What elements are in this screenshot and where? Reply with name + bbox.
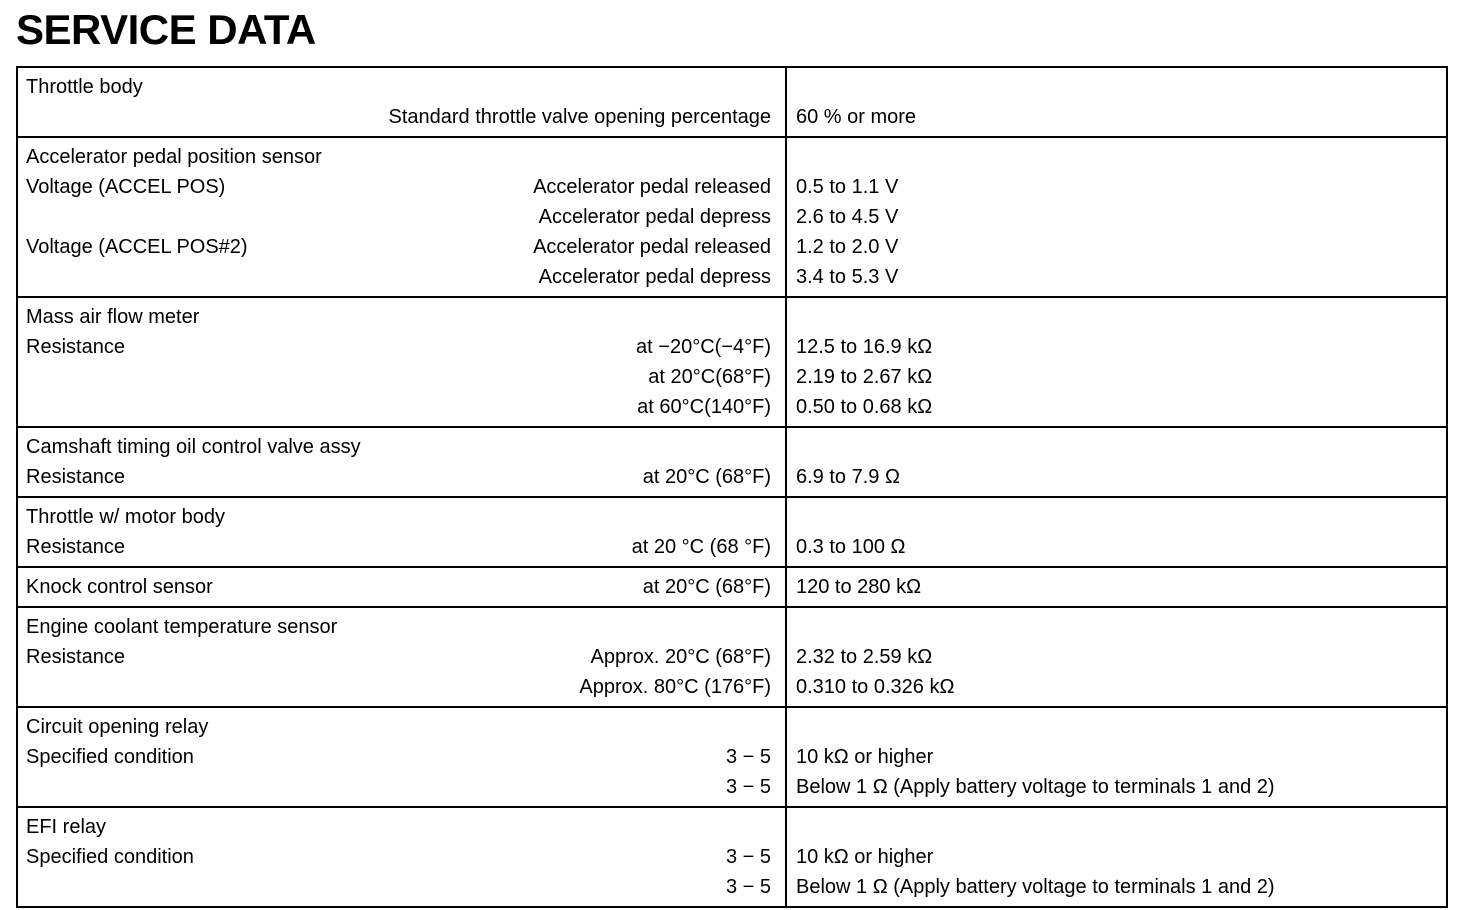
spec-condition: 3 − 5 xyxy=(725,876,771,898)
spec-condition: Accelerator pedal released xyxy=(533,176,771,198)
spec-section xyxy=(17,807,1447,907)
spec-condition: at −20°C(−4°F) xyxy=(636,336,771,358)
spec-value-cell xyxy=(786,297,1447,427)
spec-condition: Approx. 20°C (68°F) xyxy=(590,646,771,668)
spec-value xyxy=(787,501,1446,531)
service-data-table xyxy=(16,66,1448,908)
spec-label: Resistance xyxy=(26,536,125,558)
spec-item-cell xyxy=(17,607,786,707)
spec-section xyxy=(17,497,1447,567)
spec-section xyxy=(17,297,1447,427)
spec-value: 2.6 to 4.5 V xyxy=(796,206,899,228)
spec-value-cell xyxy=(786,427,1447,497)
spec-value: 2.19 to 2.67 kΩ xyxy=(796,366,933,388)
spec-row xyxy=(18,101,785,131)
spec-label: Voltage (ACCEL POS#2) xyxy=(26,236,248,258)
spec-value-cell xyxy=(786,497,1447,567)
spec-item-cell xyxy=(17,707,786,807)
spec-value-cell xyxy=(786,607,1447,707)
spec-row xyxy=(18,671,785,701)
spec-value: 0.50 to 0.68 kΩ xyxy=(796,396,933,418)
spec-item-cell xyxy=(17,567,786,607)
spec-label: Resistance xyxy=(26,336,125,358)
spec-row xyxy=(18,361,785,391)
spec-label: Voltage (ACCEL POS) xyxy=(26,176,226,198)
spec-value-cell xyxy=(786,807,1447,907)
spec-row xyxy=(18,871,785,901)
spec-row xyxy=(18,531,785,561)
service-data-body xyxy=(17,67,1447,907)
spec-label: Throttle w/ motor body xyxy=(26,506,225,528)
spec-section xyxy=(17,707,1447,807)
spec-row xyxy=(18,331,785,361)
spec-value xyxy=(787,71,1446,101)
spec-row xyxy=(18,71,785,101)
spec-value: 60 % or more xyxy=(796,106,917,128)
spec-value: 0.5 to 1.1 V xyxy=(796,176,899,198)
spec-condition: 3 − 5 xyxy=(725,746,771,768)
spec-item-cell xyxy=(17,67,786,137)
spec-label: Mass air flow meter xyxy=(26,306,200,328)
spec-label: Specified condition xyxy=(26,746,194,768)
spec-item-cell xyxy=(17,427,786,497)
spec-label: Knock control sensor xyxy=(26,576,213,598)
spec-value-cell xyxy=(786,137,1447,297)
spec-row xyxy=(18,171,785,201)
spec-value-cell xyxy=(786,67,1447,137)
spec-value xyxy=(787,811,1446,841)
spec-label: Camshaft timing oil control valve assy xyxy=(26,436,361,458)
spec-condition: at 20°C (68°F) xyxy=(642,576,771,598)
spec-row xyxy=(18,431,785,461)
spec-label: Resistance xyxy=(26,466,125,488)
spec-condition: Approx. 80°C (176°F) xyxy=(579,676,771,698)
spec-row xyxy=(18,641,785,671)
spec-label: Throttle body xyxy=(26,76,143,98)
spec-label: Engine coolant temperature sensor xyxy=(26,616,338,638)
spec-item-cell xyxy=(17,497,786,567)
spec-row xyxy=(18,501,785,531)
spec-row xyxy=(18,741,785,771)
spec-label: EFI relay xyxy=(26,816,107,838)
spec-label: Accelerator pedal position sensor xyxy=(26,146,322,168)
spec-item-cell xyxy=(17,297,786,427)
spec-row xyxy=(18,711,785,741)
spec-value: 0.3 to 100 Ω xyxy=(796,536,906,558)
spec-row xyxy=(18,231,785,261)
spec-value: 0.310 to 0.326 kΩ xyxy=(796,676,955,698)
spec-row xyxy=(18,611,785,641)
spec-condition: 3 − 5 xyxy=(725,776,771,798)
spec-condition: Accelerator pedal depress xyxy=(538,266,771,288)
spec-value: 10 kΩ or higher xyxy=(796,846,934,868)
spec-value-cell xyxy=(786,567,1447,607)
spec-row xyxy=(18,811,785,841)
spec-value: 2.32 to 2.59 kΩ xyxy=(796,646,933,668)
spec-value: 12.5 to 16.9 kΩ xyxy=(796,336,933,358)
spec-value xyxy=(787,301,1446,331)
spec-section xyxy=(17,67,1447,137)
spec-condition: at 20°C (68°F) xyxy=(642,466,771,488)
spec-row xyxy=(18,301,785,331)
spec-condition: 3 − 5 xyxy=(725,846,771,868)
spec-value: 1.2 to 2.0 V xyxy=(796,236,899,258)
spec-value-cell xyxy=(786,707,1447,807)
spec-label: Resistance xyxy=(26,646,125,668)
spec-value: Below 1 Ω (Apply battery voltage to terminals 1 and 2) xyxy=(796,776,1275,798)
spec-condition: Accelerator pedal released xyxy=(533,236,771,258)
spec-row xyxy=(18,201,785,231)
spec-item-cell xyxy=(17,807,786,907)
spec-row xyxy=(18,391,785,421)
spec-section xyxy=(17,427,1447,497)
spec-value xyxy=(787,611,1446,641)
spec-item-cell xyxy=(17,137,786,297)
spec-label: Circuit opening relay xyxy=(26,716,209,738)
spec-condition: at 20°C(68°F) xyxy=(648,366,771,388)
spec-row xyxy=(18,461,785,491)
spec-row xyxy=(18,571,785,601)
spec-row xyxy=(18,841,785,871)
spec-value: 10 kΩ or higher xyxy=(796,746,934,768)
spec-condition: at 60°C(140°F) xyxy=(637,396,771,418)
spec-value xyxy=(787,711,1446,741)
spec-label: Specified condition xyxy=(26,846,194,868)
spec-row xyxy=(18,141,785,171)
spec-condition: Standard throttle valve opening percentage xyxy=(388,106,771,128)
spec-section xyxy=(17,137,1447,297)
spec-value: Below 1 Ω (Apply battery voltage to terminals 1 and 2) xyxy=(796,876,1275,898)
spec-section xyxy=(17,607,1447,707)
spec-value xyxy=(787,431,1446,461)
spec-value xyxy=(787,141,1446,171)
spec-section xyxy=(17,567,1447,607)
spec-value: 120 to 280 kΩ xyxy=(796,576,922,598)
spec-condition: at 20 °C (68 °F) xyxy=(631,536,771,558)
spec-row xyxy=(18,771,785,801)
spec-row xyxy=(18,261,785,291)
spec-condition: Accelerator pedal depress xyxy=(538,206,771,228)
spec-value: 6.9 to 7.9 Ω xyxy=(796,466,900,488)
spec-value: 3.4 to 5.3 V xyxy=(796,266,899,288)
page-title: SERVICE DATA xyxy=(16,6,316,53)
